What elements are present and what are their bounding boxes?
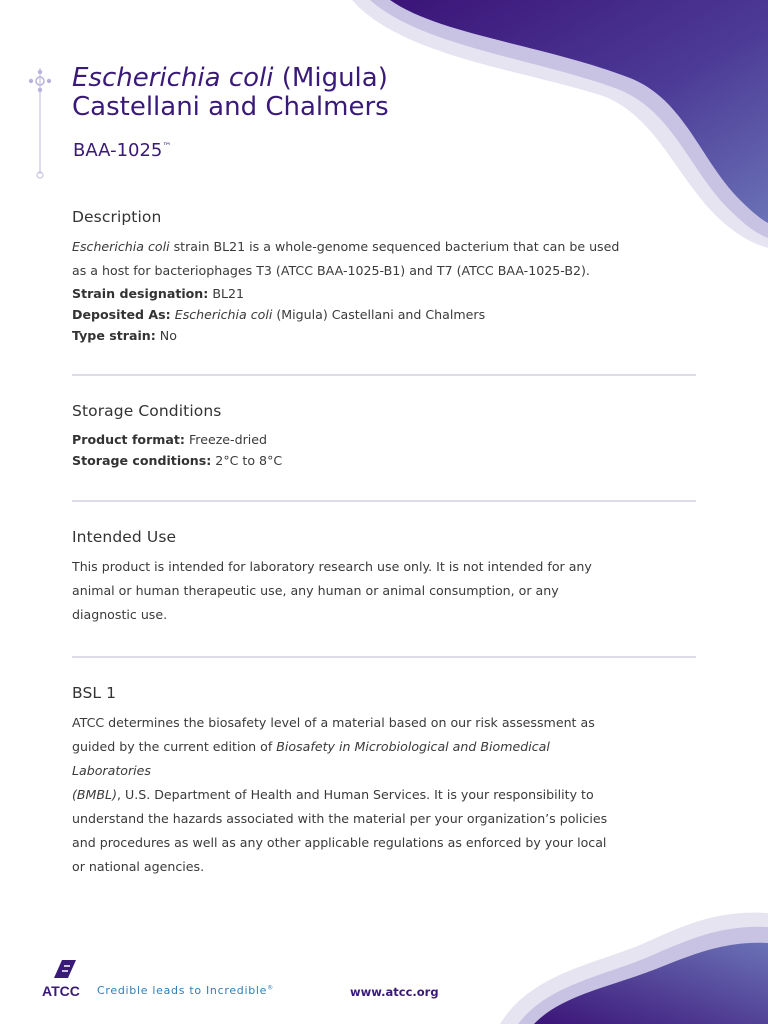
- website-link[interactable]: www.atcc.org: [350, 985, 439, 999]
- divider: [72, 656, 696, 658]
- tagline: [97, 984, 274, 997]
- bsl-text: [72, 711, 622, 879]
- intended-use-line2: animal or human therapeutic use, any human or animal consumption, or any: [72, 583, 559, 598]
- deposited-species: Escherichia coli: [174, 307, 273, 322]
- deposited-as-row: [72, 304, 622, 325]
- divider: [72, 374, 696, 376]
- title-rest: (Migula): [273, 63, 388, 93]
- product-format-row: [72, 429, 622, 450]
- type-strain-label: Type strain:: [72, 328, 156, 343]
- bsl-heading: BSL 1: [72, 684, 117, 702]
- strain-designation-value: BL21: [208, 286, 244, 301]
- title-species: Escherichia coli: [72, 63, 274, 93]
- intended-use-section: [72, 528, 622, 627]
- storage-conditions-value: 2°C to 8°C: [211, 453, 283, 468]
- bmbl-abbrev: (BMBL): [72, 787, 117, 802]
- page-title: [72, 64, 492, 122]
- deposited-as-label: Deposited As:: [72, 307, 171, 322]
- intended-use-heading: Intended Use: [72, 528, 177, 546]
- atcc-logo-text: ATCC: [42, 983, 80, 999]
- strain-designation-label: Strain designation:: [72, 286, 209, 301]
- description-species: Escherichia coli: [72, 239, 170, 254]
- trademark-symbol: ™: [162, 142, 172, 152]
- intended-use-text: [72, 555, 622, 627]
- title-line2: Castellani and Chalmers: [72, 92, 389, 122]
- description-heading: Description: [72, 208, 162, 226]
- footer-wave-decoration: [500, 905, 768, 1024]
- strain-designation-row: [72, 283, 622, 304]
- deposited-rest: (Migula) Castellani and Chalmers: [272, 307, 486, 322]
- storage-conditions-row: [72, 450, 622, 471]
- intended-use-line3: diagnostic use.: [72, 607, 168, 622]
- registered-mark: ®: [267, 984, 274, 992]
- type-strain-value: No: [155, 328, 177, 343]
- bsl-line6: or national agencies.: [72, 859, 205, 874]
- divider: [72, 500, 696, 502]
- bsl-line3: , U.S. Department of Health and Human Services. It is your responsibility to: [117, 787, 594, 802]
- title-block: [72, 64, 492, 161]
- product-format-value: Freeze-dried: [184, 432, 268, 447]
- bmbl-title: Biosafety in Microbiological and Biomedical Laboratories: [72, 739, 550, 778]
- molecule-ornament-icon: [26, 66, 54, 180]
- bsl-line1: ATCC determines the biosafety level of a material based on our risk assessment as: [72, 715, 595, 730]
- storage-heading: Storage Conditions: [72, 402, 222, 420]
- description-line1: strain BL21 is a whole-genome sequenced bacterium that can be used: [169, 239, 620, 254]
- bsl-line5: and procedures as well as any other applicable regulations as enforced by your local: [72, 835, 607, 850]
- storage-section: [72, 402, 622, 471]
- bsl-section: [72, 684, 622, 879]
- tagline-text: Credible leads to Incredible: [97, 984, 268, 997]
- description-text: [72, 235, 622, 283]
- storage-conditions-label: Storage conditions:: [72, 453, 212, 468]
- description-section: [72, 208, 622, 346]
- description-line2: as a host for bacteriophages T3 (ATCC BAA-1025-B1) and T7 (ATCC BAA-1025-B2).: [72, 263, 590, 278]
- bsl-line2: guided by the current edition of: [72, 739, 277, 754]
- product-format-label: Product format:: [72, 432, 185, 447]
- type-strain-row: [72, 325, 622, 346]
- catalog-number: [73, 140, 492, 161]
- intended-use-line1: This product is intended for laboratory research use only. It is not intended for any: [72, 559, 592, 574]
- atcc-logo: [40, 958, 90, 1000]
- bsl-line4: understand the hazards associated with the material per your organization’s policies: [72, 811, 608, 826]
- catalog-number-text: BAA-1025: [73, 140, 163, 161]
